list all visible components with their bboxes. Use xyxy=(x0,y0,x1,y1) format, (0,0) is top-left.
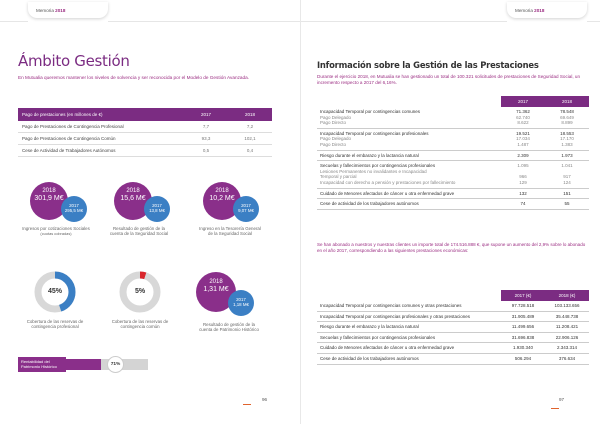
bubble-year: 2018 xyxy=(209,279,223,285)
rentabilidad-bar xyxy=(66,359,148,370)
table-cell xyxy=(501,107,545,128)
bubble-year: 2017 xyxy=(69,203,79,208)
table-header-cell: Pago de prestaciones (en millones de €) xyxy=(18,108,184,121)
table-row xyxy=(317,107,589,128)
table-cell: 7,7 xyxy=(184,121,228,133)
cell-subvalue: 69.649 xyxy=(560,114,574,120)
row-sublabel: Temporal y parcial xyxy=(320,174,357,180)
cell-subvalue: 966 xyxy=(519,174,527,180)
table-cell xyxy=(545,107,589,128)
header-label: Memoria xyxy=(36,8,54,13)
rentabilidad-label: Rentabilidad del Patrimonio Histórico xyxy=(18,357,66,372)
table-cell: Incapacidad Temporal por contingencias profesionales y otras prestaciones xyxy=(317,311,501,322)
table-cell: 2.309 xyxy=(501,150,545,161)
header-rule xyxy=(0,21,28,22)
table-cell: 0,5 xyxy=(184,145,228,157)
table-row xyxy=(18,121,272,133)
bubble-year: 2018 xyxy=(126,188,140,194)
cell-value: 71.362 xyxy=(516,109,530,114)
bubble-value: 13,8 M€ xyxy=(149,208,165,214)
kpi-bubble-2017 xyxy=(144,196,170,222)
cell-value: 1.095 xyxy=(517,163,529,169)
table-cell xyxy=(545,128,589,150)
cell-value: 78.548 xyxy=(560,109,574,114)
table-cell: 506.294 xyxy=(501,353,545,364)
bubble-value: 1,18 M€ xyxy=(233,302,249,308)
bubble-year: 2017 xyxy=(236,297,246,302)
page-number: 96 xyxy=(262,397,268,402)
table-cell: 102,1 xyxy=(228,133,272,145)
table-cell: Cese de Actividad de Trabajadores Autónomos xyxy=(18,145,184,157)
caption-sub: (cuotas cobradas) xyxy=(40,231,72,237)
table-cell: 0,4 xyxy=(228,145,272,157)
cell-subvalue: 129 xyxy=(519,179,527,185)
table-cell: 31.696.838 xyxy=(501,332,545,343)
page-number: 97 xyxy=(559,397,565,402)
bubble-year: 2018 xyxy=(42,188,56,194)
cell-subvalue: 124 xyxy=(563,179,571,185)
prestaciones-table xyxy=(18,108,272,157)
bubble-value: 301,9 M€ xyxy=(34,195,64,202)
table-row xyxy=(18,145,272,157)
table-cell: 93,3 xyxy=(184,133,228,145)
table-row xyxy=(317,188,589,199)
bubble-value: 15,6 M€ xyxy=(120,195,146,202)
page-title: Ámbito Gestión xyxy=(18,52,130,70)
page-accent xyxy=(243,404,251,405)
table-cell: Incapacidad Temporal por contingencias comunes y otras prestaciones xyxy=(317,301,501,311)
bubble-year: 2017 xyxy=(152,203,162,208)
cell-subvalue: 917 xyxy=(563,174,571,180)
cell-value: 19.521 xyxy=(516,130,530,136)
kpi-bubble-2017 xyxy=(61,196,87,222)
table-row xyxy=(317,311,589,322)
row-sublabel: Pago Delegado xyxy=(320,136,352,142)
table-row xyxy=(317,353,589,364)
table-header-cell: 2017 xyxy=(184,108,228,121)
table-row xyxy=(317,322,589,333)
intro-text: Durante el ejercicio 2018, en Mutualia se han gestionado un total de 100.321 solicitudes de prestaciones de Seguridad Social, un incremento respecto a 2017 del 6,16%. xyxy=(317,74,581,85)
table-cell: Riesgo durante el embarazo y la lactancia natural xyxy=(317,322,501,333)
section-title: Información sobre la Gestión de las Prestaciones xyxy=(317,60,539,70)
cell-subvalue: 1.487 xyxy=(517,141,529,147)
intro-text: En Mutualia queremos mantener los niveles de solvencia y ser reconocida por el Modelo de Gestión Avanzada. xyxy=(18,75,250,80)
row-sublabel: Lesiones Permanentes no invalidantes e Incapacidad xyxy=(320,168,427,174)
cell-subvalue: 8.899 xyxy=(561,120,573,126)
donut-caption: Cobertura de las reservas de contingencia profesional xyxy=(26,319,84,330)
cell-subvalue: 17.034 xyxy=(516,136,530,142)
table-row xyxy=(317,150,589,161)
table-cell: Cuidado de Menores afectados de cáncer u otra enfermedad grave xyxy=(317,343,501,354)
bubble-caption xyxy=(22,226,90,237)
table-cell xyxy=(317,128,501,150)
rentabilidad-fill xyxy=(66,359,101,370)
cell-subvalue: 62.740 xyxy=(516,114,530,120)
table-header-cell: 2018 xyxy=(228,108,272,121)
page-accent xyxy=(551,408,559,409)
table-cell xyxy=(545,161,589,188)
table-header-row xyxy=(317,96,589,107)
table-cell xyxy=(317,161,501,188)
kpi-bubble-2017 xyxy=(233,196,259,222)
row-label: Incapacidad Temporal por contingencias profesionales xyxy=(320,130,429,136)
header-label: Memoria xyxy=(515,8,533,13)
bubble-value: 9,07 M€ xyxy=(238,208,254,214)
table-cell: Cuidado de Menores afectados de cáncer u otra enfermedad grave xyxy=(317,188,501,199)
cell-subvalue: 8.622 xyxy=(517,120,529,126)
table-row xyxy=(317,301,589,311)
table-cell: 151 xyxy=(545,188,589,199)
table-cell: Cese de actividad de los trabajadores autónomos xyxy=(317,353,501,364)
table-row xyxy=(317,332,589,343)
row-sublabel: Incapacidad con derecho a pensión y prestaciones por fallecimiento xyxy=(320,179,456,185)
table-cell: 74 xyxy=(501,199,545,210)
table-cell: 31.905.489 xyxy=(501,311,545,322)
table-cell: Riesgo durante el embarazo y la lactancia natural xyxy=(317,150,501,161)
table-row xyxy=(317,128,589,150)
cell-subvalue: 1.383 xyxy=(561,141,573,147)
table-cell: 132 xyxy=(501,188,545,199)
row-sublabel: Pago Delegado xyxy=(320,114,352,120)
table-cell: Secuelas y fallecimientos por contingencias profesionales xyxy=(317,332,501,343)
summary-text: Se han abonado a nuestros y nuestras clientes un importe total de 174.516.888 €, que supone un aumento del 2,9% sobre lo abonado en el año 2017, correspondiendo a las siguientes prestaciones económicas: xyxy=(317,242,586,253)
table-cell: 11.499.656 xyxy=(501,322,545,333)
solicitudes-table xyxy=(317,96,589,210)
table-header-row xyxy=(18,108,272,121)
donut-value: 5% xyxy=(134,288,146,295)
bubble-caption xyxy=(198,226,262,237)
importes-table xyxy=(317,290,589,365)
donut-value: 45% xyxy=(47,288,62,295)
table-cell: 1.973 xyxy=(545,150,589,161)
table-cell: Cese de actividad de los trabajadores autónomos xyxy=(317,199,501,210)
table-cell xyxy=(501,128,545,150)
caption-text: Resultado de gestión de la cuenta de la Seguridad Social xyxy=(109,226,169,237)
bubble-caption xyxy=(106,226,172,237)
header-tab xyxy=(28,2,108,18)
table-cell: 376.634 xyxy=(545,353,589,364)
header-rule xyxy=(301,21,507,22)
table-row xyxy=(317,161,589,188)
table-header-cell: 2017 xyxy=(501,96,545,107)
cell-value: 1.041 xyxy=(561,163,573,169)
table-header-cell: 2018 (€) xyxy=(545,290,589,301)
table-header-cell: 2017 (€) xyxy=(501,290,545,301)
bubble-value: 1,31 M€ xyxy=(203,286,229,293)
donut-caption: Cobertura de las reservas de contingencia común xyxy=(111,319,169,330)
table-header-row xyxy=(317,290,589,301)
caption-text: Ingresos por cotizaciones Sociales xyxy=(22,226,90,231)
kpi-bubble-2017 xyxy=(228,290,254,316)
header-year: 2018 xyxy=(534,8,545,13)
table-header-cell: 2018 xyxy=(545,96,589,107)
header-year: 2018 xyxy=(55,8,66,13)
bubble-year: 2018 xyxy=(215,188,229,194)
table-cell: 2.343.314 xyxy=(545,343,589,354)
table-cell: 11.208.421 xyxy=(545,322,589,333)
table-row xyxy=(18,133,272,145)
table-cell: 55 xyxy=(545,199,589,210)
cell-value: 18.553 xyxy=(560,130,574,136)
table-row xyxy=(317,199,589,210)
table-row xyxy=(317,343,589,354)
bubble-value: 10,2 M€ xyxy=(209,195,235,202)
table-header-cell xyxy=(317,96,501,107)
table-cell xyxy=(501,161,545,188)
table-cell xyxy=(317,107,501,128)
row-label: Incapacidad Temporal por contingencias comunes xyxy=(320,109,420,114)
bubble-caption: Resultado de gestión de la cuenta de Patrimonio Histórico xyxy=(199,322,259,333)
right-page xyxy=(300,0,600,424)
row-sublabel: Pago Directo xyxy=(320,120,347,126)
table-cell: 97.728.518 xyxy=(501,301,545,311)
table-cell: 22.906.126 xyxy=(545,332,589,343)
table-cell: Pago de Prestaciones de Contingencia Profesional xyxy=(18,121,184,133)
table-cell: 7,2 xyxy=(228,121,272,133)
cell-subvalue: 17.170 xyxy=(560,136,574,142)
row-label: Secuelas y fallecimientos por contingencias profesionales xyxy=(320,163,436,169)
caption-text: Ingreso en la Tesorería General de la Seguridad Social xyxy=(199,226,261,237)
rentabilidad-value: 71% xyxy=(107,356,124,373)
header-rule xyxy=(108,21,300,22)
table-cell: 1.930.340 xyxy=(501,343,545,354)
bubble-year: 2017 xyxy=(241,203,251,208)
header-tab xyxy=(507,2,587,18)
header-rule xyxy=(587,21,600,22)
table-cell: 35.448.738 xyxy=(545,311,589,322)
row-sublabel: Pago Directo xyxy=(320,141,347,147)
bubble-value: 295,5 M€ xyxy=(64,208,84,214)
table-cell: 103.133.656 xyxy=(545,301,589,311)
table-header-cell xyxy=(317,290,501,301)
table-cell: Pago de Prestaciones de Contingencia Común xyxy=(18,133,184,145)
